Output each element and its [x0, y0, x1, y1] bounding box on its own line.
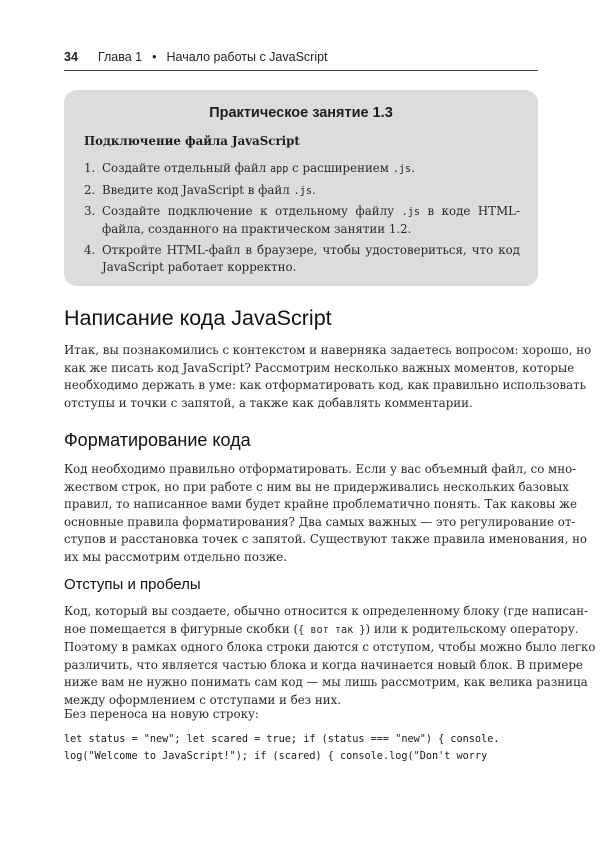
section1-paragraph: Итак, вы познакомились с контекстом и наверняка задаетесь вопросом: хорошо, но как же писать код JavaScript? Рассмотрим несколько важных моментов, которые необходимо держать в уме: как отформатировать код, как правильно использовать отступы и точки с запятой, а также как добавлять комментарии. — [64, 343, 592, 410]
section2-paragraph: Код необходимо правильно отформатировать. Если у вас объемный файл, со мно- жеством строк, но при работе с ним вы не придерживались нескольких базовых правил, то написанное вами будет крайне проблематично понять. Так каковы же основные правила форматирования? Два самых важных — это регулирование от- ступов и расстановка точек с запятой. Существуют также правила именования, но их мы рассмотрим отдельно позже. — [64, 462, 588, 564]
running-header — [64, 50, 328, 64]
header-bullet: • — [152, 50, 157, 64]
exercise-step: 4. Откройте HTML-файл в браузере, чтобы удостовериться, что код JavaScript работает корректно. — [84, 242, 520, 274]
exercise-steps — [84, 160, 520, 279]
chapter-label: Глава 1 — [97, 50, 143, 64]
inline-code: .js — [401, 207, 420, 218]
section-heading-indentation: Отступы и пробелы — [64, 576, 201, 593]
code-line: log("Welcome to JavaScript!"); if (scared) { console.log("Don't worry — [64, 750, 488, 762]
inline-code: .js — [293, 185, 312, 197]
code-caption: Без переноса на новую строку: — [64, 707, 259, 721]
code-line: let status = "new"; let scared = true; if (status === "new") { console. — [64, 734, 500, 745]
exercise-subtitle: Подключение файла JavaScript — [84, 134, 300, 148]
code-sample — [64, 732, 499, 765]
inline-code: { вот так } — [298, 624, 366, 636]
exercise-box — [64, 90, 538, 286]
header-rule — [64, 70, 538, 71]
exercise-title: Практическое занятие 1.3 — [209, 105, 393, 121]
section3-paragraph: Код, который вы создаете, обычно относится к определенному блоку (где написан- ное помещается в фигурные скобки ({ вот так }) или к родительскому оператору. Поэтому в рамках одного блока строки даются с отступом, чтобы можно было легко различить, что является частью блока и когда начинается новый блок. В примере ниже вам не нужно понимать сам код — мы лишь рассмотрим, как велика разница между оформлением с отступами и без них. — [64, 604, 596, 707]
inline-code: app — [270, 164, 289, 175]
exercise-step: 3. Создайте подключение к отдельному файлу .js в коде HTML-файла, созданного на практическом занятии 1.2. — [84, 204, 520, 236]
page-number: 34 — [64, 50, 78, 64]
exercise-step: 1. Создайте отдельный файл app с расширением .js. — [84, 161, 415, 175]
exercise-step: 2. Введите код JavaScript в файл .js. — [84, 182, 316, 197]
inline-code: .js — [392, 164, 412, 175]
section-heading-formatting: Форматирование кода — [64, 430, 251, 450]
section-heading-writing-code: Написание кода JavaScript — [64, 306, 332, 330]
chapter-title: Начало работы с JavaScript — [166, 50, 328, 64]
